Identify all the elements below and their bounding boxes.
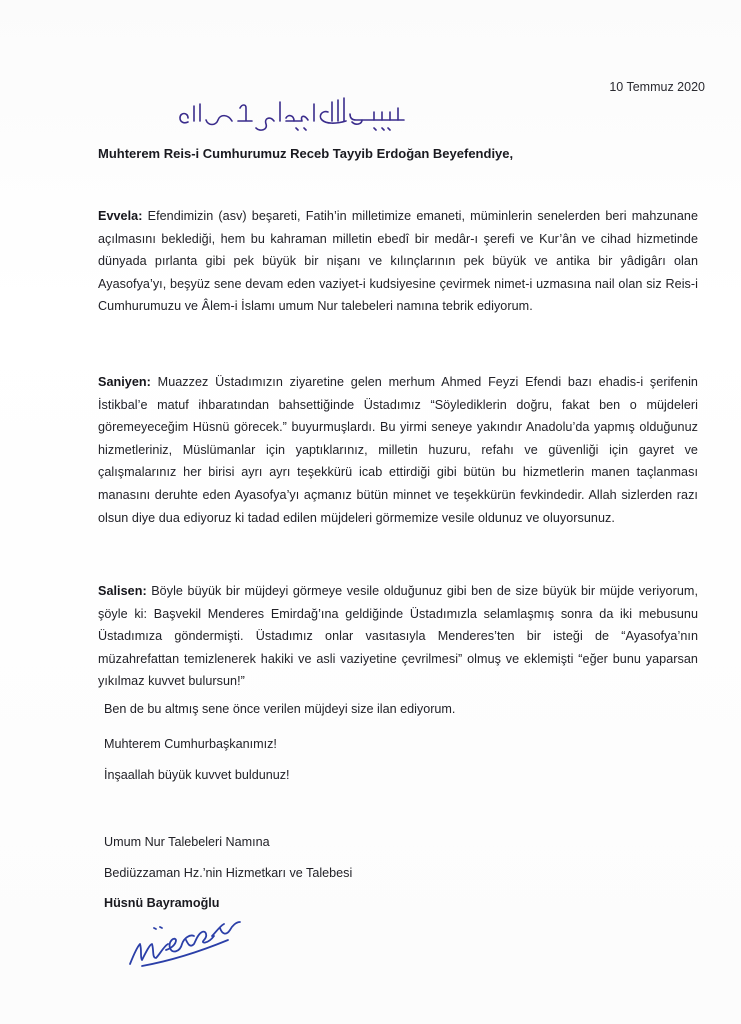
closing-line-announcement: Ben de bu altmış sene önce verilen müjdeyi size ilan ediyorum. [104,702,456,716]
paragraph-evvela [98,205,698,318]
signer-name: Hüsnü Bayramoğlu [104,896,220,910]
salutation: Muhterem Reis-i Cumhurumuz Receb Tayyib Erdoğan Beyefendiye, [98,146,514,161]
letter-date: 10 Temmuz 2020 [609,80,705,94]
closing-line-address: Muhterem Cumhurbaşkanımız! [104,737,277,751]
closing-line-wish: İnşaallah büyük kuvvet buldunuz! [104,768,290,782]
paragraph-text: Böyle büyük bir müjdeyi görmeye vesile olduğunuz gibi ben de size büyük bir müjde veriyorum, şöyle ki: Başvekil Menderes Emirdağ’ına geldiğinde Üstadımızla selamlaşmış sonra da iki mebusunu Üstadımıza göndermişti. Üstadımız onlar vasıtasıyla Menderes’ten bir isteği de “Ayasofya’nın müzahrefattan temizlenerek hakiki ve asli vaziyetine çevrilmesi” olmuş ve eklemişti “eğer bunu yaparsan yıkılmaz kuvvet bulursun!” [98,584,698,689]
sign-off-on-behalf: Umum Nur Talebeleri Namına [104,835,270,849]
paragraph-label: Saniyen: [98,375,151,389]
paragraph-label: Evvela: [98,209,143,223]
paragraph-saniyen [98,371,698,529]
sign-off-title: Bediüzzaman Hz.’nin Hizmetkarı ve Talebesi [104,866,353,880]
paragraph-label: Salisen: [98,584,147,598]
paragraph-text: Muazzez Üstadımızın ziyaretine gelen merhum Ahmed Feyzi Efendi bazı ehadis-i şerifenin İstikbal’e matuf ihbaratından bahsettiğinde Üstadımız “Söylediklerin doğru, fakat ben o müjdeleri göremeyeceğim Hüsnü görecek.” buyurmuşlardı. Bu yirmi seneye yakındır Anadolu’da yapmış olduğunuz hizmetleriniz, Müslümanlar için yaptıklarınız, milletin huzuru, refahı ve güvenliği için gayret ve çalışmalarınız her birisi ayrı ayrı teşekkürü icab ettirdiği gibi bütün bu hizmetlerin manen taçlanması manasını deruhte eden Ayasofya’yı açmanız bütün minnet ve teşekkürün fevkindedir. Allah sizlerden razı olsun diye dua ediyoruz ki tadad edilen müjdeleri görmemize vesile oldunuz ve oluyorsunuz. [98,375,698,525]
handwritten-signature-icon [124,914,244,972]
basmala-calligraphy-icon [176,94,406,134]
paragraph-text: Efendimizin (asv) beşareti, Fatih’in milletimize emaneti, müminlerin senelerden beri mahzunane açılmasını beklediği, hem bu kahraman milletin ebedî bir medâr-ı şerefi ve Kur’ân ve cihad hizmetinde dünyada pırlanta gibi pek büyük bir nişanı ve kılınçlarının pek büyük ve antika bir yâdigârı olan Ayasofya’yı, beşyüz sene devam eden vaziyet-i kudsiyesine çevirmek nimet-i uzmasına nail olan siz Reis-i Cumhurumuzu ve Âlem-i İslamı umum Nur talebeleri namına tebrik ediyorum. [98,209,698,314]
paragraph-salisen [98,580,698,693]
